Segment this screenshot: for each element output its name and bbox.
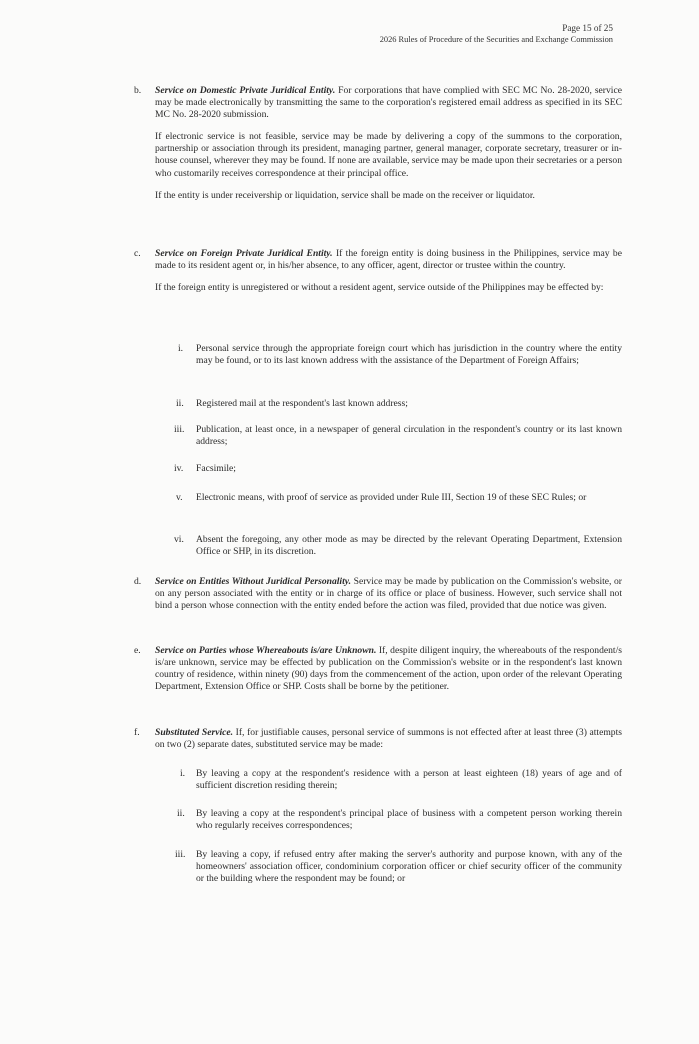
item-f bbox=[155, 727, 622, 751]
item-b-title: Service on Domestic Private Juridical Entity. bbox=[155, 85, 336, 96]
item-label-d: d. bbox=[134, 576, 142, 587]
item-c-para-1 bbox=[155, 248, 622, 272]
item-d bbox=[155, 576, 622, 612]
item-e-para-1 bbox=[155, 645, 622, 693]
item-b-para-1 bbox=[155, 85, 622, 121]
c-sub-item-1: Personal service through the appropriate foreign court which has jurisdiction in the country where the entity may be found, or to its last known address with the assistance of the Department of Foreign Affairs; bbox=[196, 343, 622, 367]
item-d-text-1: Service may be made by publication on the Commission's website, or on any person associated with the entity or in charge of its office or place of business. However, such service shall not bind a person whose connection with the entity ended before the action was filed, provided that due notice was given. bbox=[155, 576, 622, 612]
item-e-title: Service on Parties whose Whereabouts is/are Unknown. bbox=[155, 645, 377, 656]
item-c-text-1: If the foreign entity is doing business in the Philippines, service may be made to its resident agent or, in his/her absence, to any officer, agent, director or trustee within the country. bbox=[155, 248, 622, 272]
c-sub-item-3: Publication, at least once, in a newspaper of general circulation in the respondent's country or its last known address; bbox=[196, 424, 622, 448]
c-sub-label-3: iii. bbox=[174, 424, 185, 435]
page-number: Page 15 of 25 bbox=[562, 23, 613, 33]
item-label-e: e. bbox=[134, 645, 141, 656]
item-c-title: Service on Foreign Private Juridical Entity. bbox=[155, 248, 333, 259]
item-d-para-1 bbox=[155, 576, 622, 612]
f-sub-item-1: By leaving a copy at the respondent's residence with a person at least eighteen (18) years of age and of sufficient discretion residing therein; bbox=[196, 768, 622, 792]
c-sub-label-4: iv. bbox=[174, 463, 184, 474]
item-label-f: f. bbox=[134, 727, 140, 738]
f-sub-item-2: By leaving a copy at the respondent's principal place of business with a competent person working therein who regularly receives correspondences; bbox=[196, 808, 622, 832]
item-label-c: c. bbox=[134, 248, 141, 259]
item-b bbox=[155, 85, 622, 202]
f-sub-label-3: iii. bbox=[175, 849, 186, 860]
item-label-b: b. bbox=[134, 85, 142, 96]
c-sub-label-6: vi. bbox=[174, 534, 184, 545]
item-f-para-1 bbox=[155, 727, 622, 751]
item-b-para-3: If the entity is under receivership or liquidation, service shall be made on the receiver or liquidator. bbox=[155, 189, 535, 201]
item-c-para-2: If the foreign entity is unregistered or without a resident agent, service outside of the Philippines may be effected by: bbox=[155, 282, 604, 294]
c-sub-label-1: i. bbox=[178, 343, 184, 354]
item-d-title: Service on Entities Without Juridical Personality. bbox=[155, 576, 352, 587]
item-b-text-1: For corporations that have complied with SEC MC No. 28-2020, service may be made electronically by transmitting the same to the corporation's registered email address as specified in its SEC MC No. 28-2020 submission. bbox=[155, 85, 622, 121]
document-title: 2026 Rules of Procedure of the Securities and Exchange Commission bbox=[379, 35, 613, 44]
item-c bbox=[155, 248, 622, 294]
item-e-text-1: If, despite diligent inquiry, the whereabouts of the respondent/s is/are unknown, service may be effected by publication on the Commission's website or in the respondent's last known country of residence, within ninety (90) days from the commencement of the action, upon order of the relevant Operating Department, Extension Office or SHP. Costs shall be borne by the petitioner. bbox=[155, 645, 622, 693]
f-sub-label-1: i. bbox=[180, 768, 186, 779]
c-sub-label-5: v. bbox=[176, 492, 183, 503]
f-sub-item-3: By leaving a copy, if refused entry after making the server's authority and purpose known, with any of the homeowners' association officer, condominium corporation officer or chief security officer of the community or the building where the respondent may be found; or bbox=[196, 849, 622, 885]
item-e bbox=[155, 645, 622, 693]
item-f-title: Substituted Service. bbox=[155, 727, 234, 738]
item-b-para-2: If electronic service is not feasible, service may be made by delivering a copy of the summons to the corporation, partnership or association through its president, managing partner, general manager, corporate secretary, treasurer or in-house counsel, wherever they may be found. If none are available, service may be made upon their secretaries or a person who customarily receives correspondence at their principal office. bbox=[155, 131, 622, 179]
page-header bbox=[380, 22, 613, 46]
c-sub-item-2: Registered mail at the respondent's last known address; bbox=[196, 398, 408, 409]
c-sub-item-4: Facsimile; bbox=[196, 463, 236, 474]
c-sub-item-6: Absent the foregoing, any other mode as may be directed by the relevant Operating Department, Extension Office or SHP, in its discretion. bbox=[196, 534, 622, 558]
item-f-text-1: If, for justifiable causes, personal service of summons is not effected after at least three (3) attempts on two (2) separate dates, substituted service may be made: bbox=[155, 727, 623, 751]
f-sub-label-2: ii. bbox=[177, 808, 185, 819]
c-sub-label-2: ii. bbox=[176, 398, 184, 409]
c-sub-item-5: Electronic means, with proof of service as provided under Rule III, Section 19 of these SEC Rules; or bbox=[196, 492, 587, 503]
